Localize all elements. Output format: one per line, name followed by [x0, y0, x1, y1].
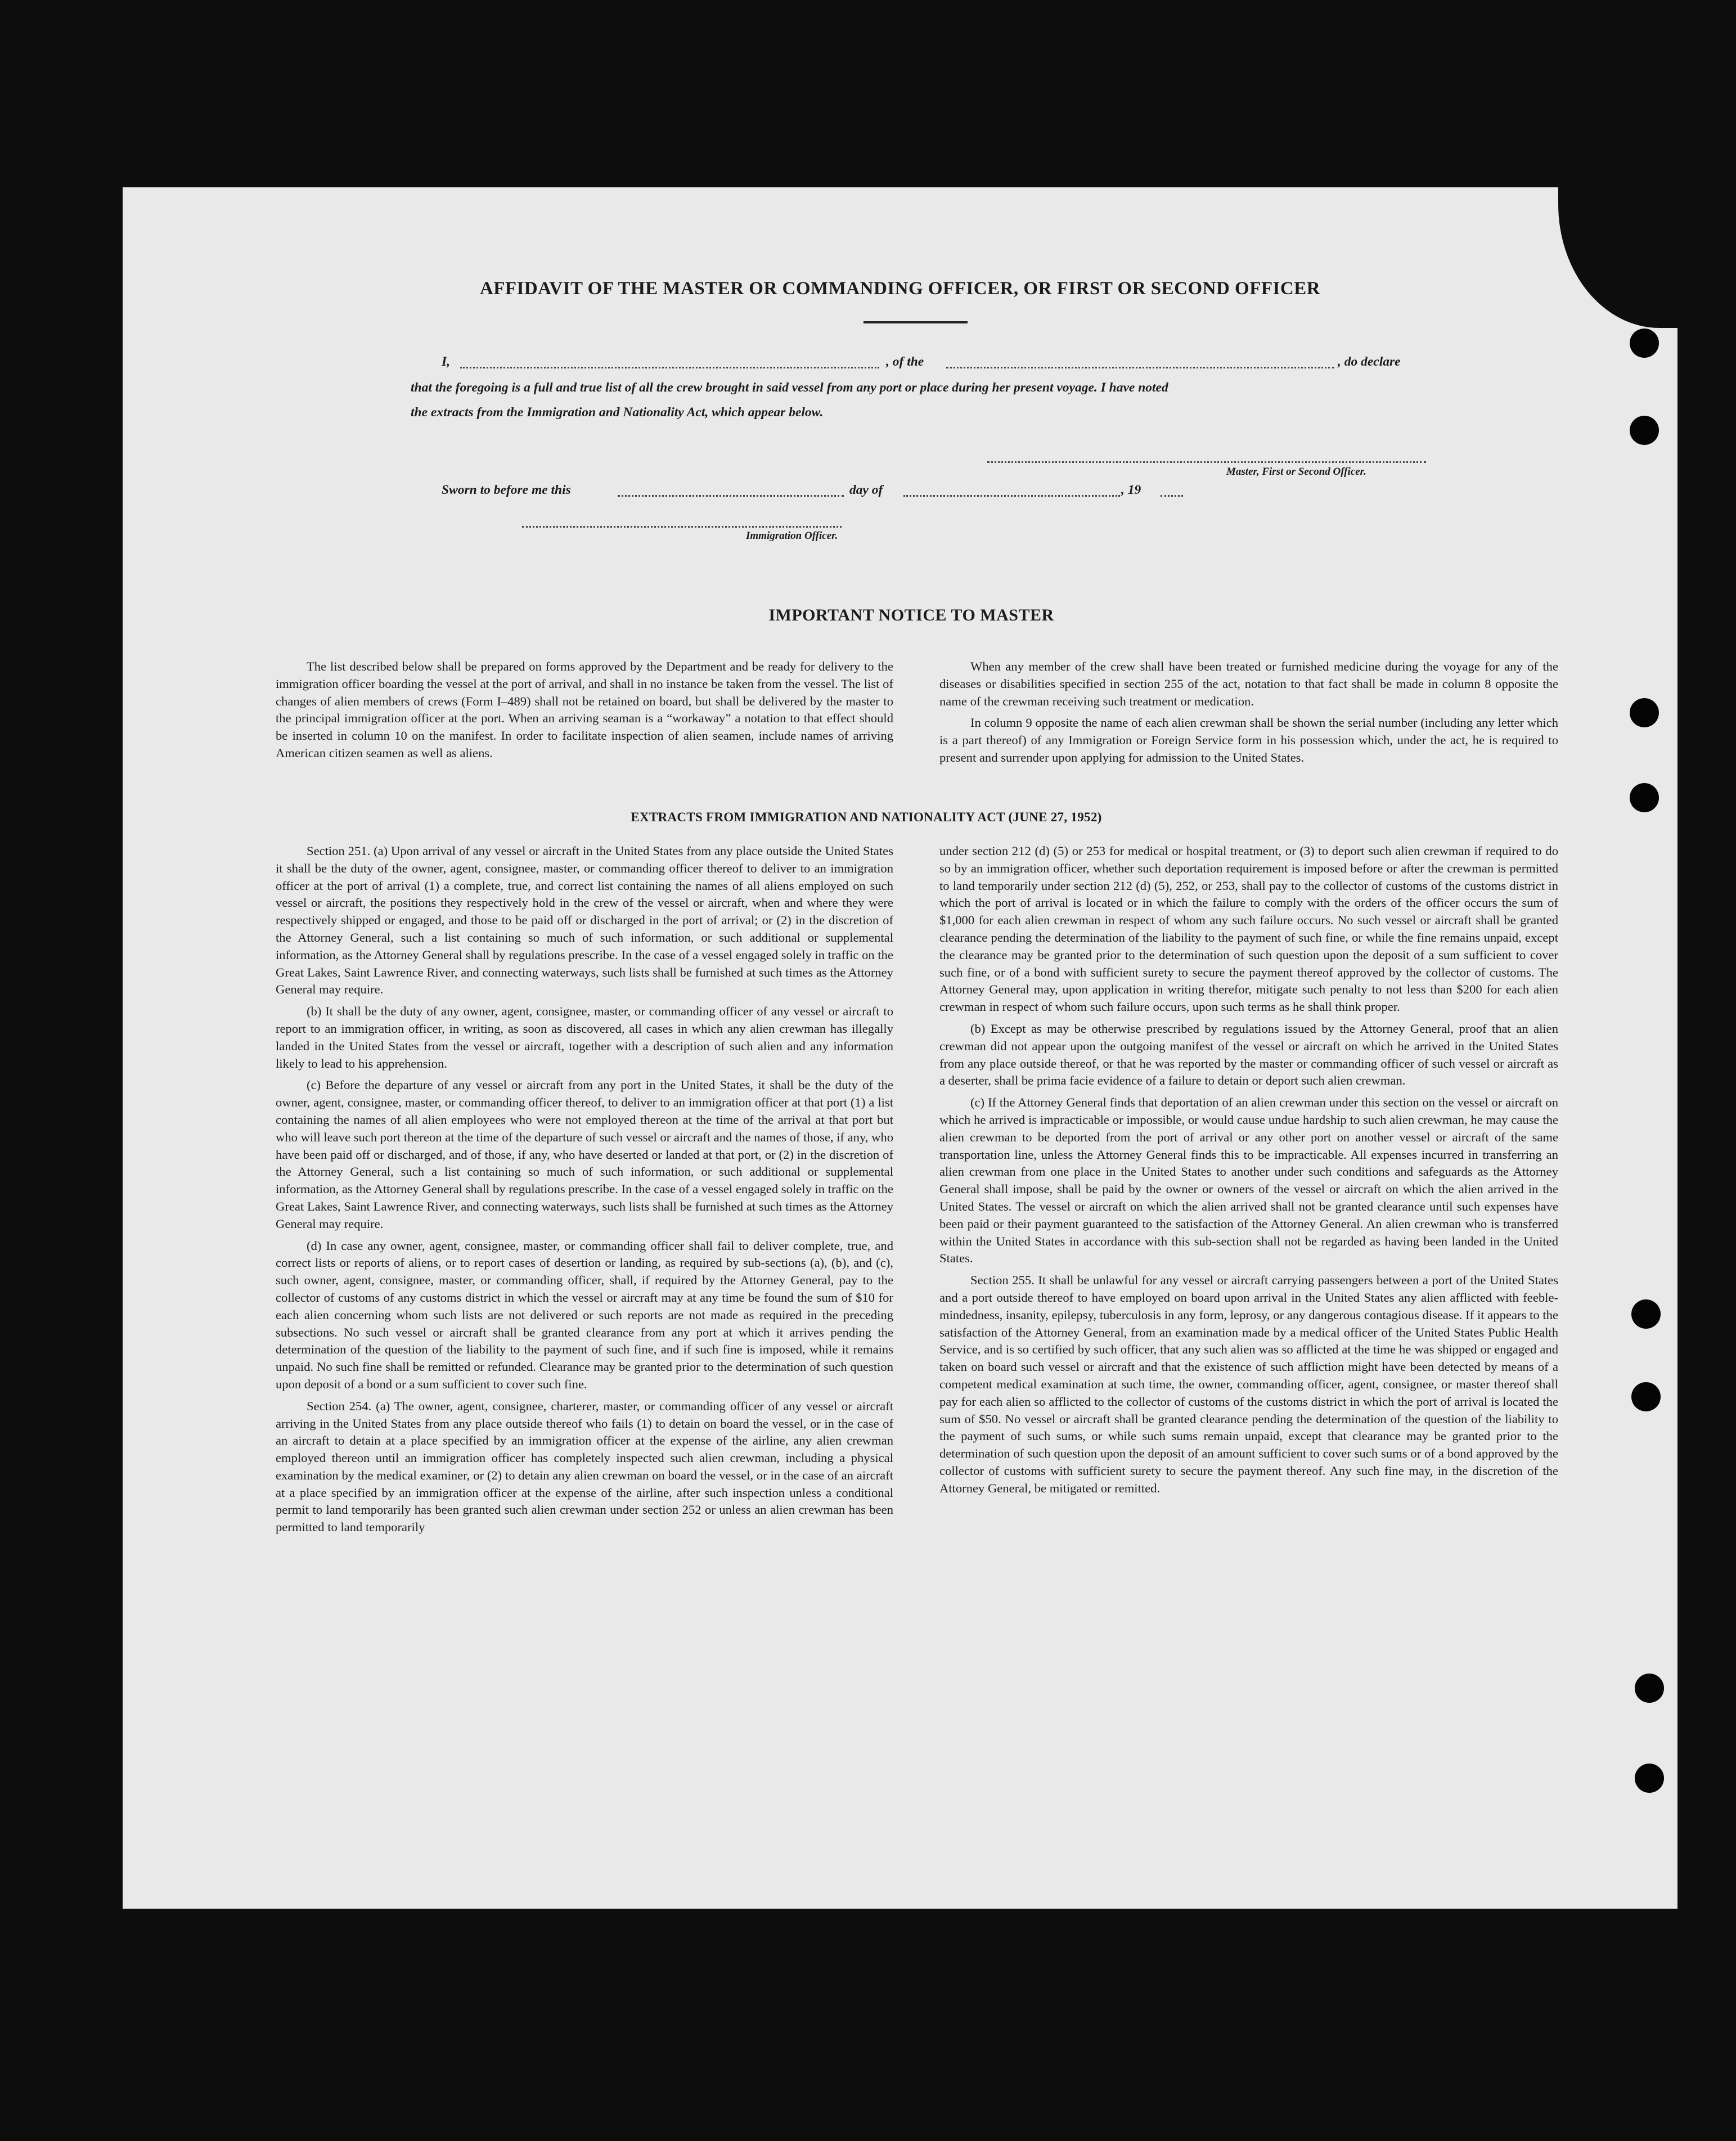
affidavit-title: AFFIDAVIT OF THE MASTER OR COMMANDING OFFICER, OR FIRST OR SECOND OFFICER	[479, 278, 1321, 299]
year-blank[interactable]	[1161, 495, 1183, 497]
officer-signature-line[interactable]	[522, 526, 842, 528]
title-rule	[863, 321, 968, 323]
section-254-b: (b) Except as may be otherwise prescribed by regulations issued by the Attorney General, proof that an alien crewman did not appear upon the outgoing manifest of the vessel or aircraft on which he arrived in the United States from any place outside thereof, or that he was reported by the master or commanding officer of such vessel or aircraft as a deserter, shall be prima facie evidence of a failure to detain or deport such alien crewman.	[939, 1021, 1558, 1088]
declaration-line-2: that the foregoing is a full and true list of all the crew brought in said vessel from any port or place during her present voyage. I have noted	[411, 380, 1168, 395]
binder-hole	[1635, 1764, 1664, 1793]
declare-label: , do declare	[1338, 354, 1401, 369]
section-251-a: Section 251. (a) Upon arrival of any vessel or aircraft in the United States from any place outside the United States it shall be the duty of the owner, agent, consignee, master, or commanding officer thereof to deliver to an immigration officer at the port of arrival (1) a complete, true, and correct list containing the names of all aliens employed on such vessel or aircraft, the positions they respectively hold in the crew of the vessel or aircraft, when and where they were respectively shipped or engaged, and those to be paid off or discharged in the port of arrival; or (2) in the discretion of the Attorney General, such a list containing so much of such information, or such additional or supplemental information, as the Attorney General shall by regulations prescribe. In the case of a vessel engaged solely in traffic on the Great Lakes, Saint Lawrence River, and connecting waterways, such lists shall be furnished at such times as the Attorney General may require.	[276, 844, 893, 997]
section-254-a: Section 254. (a) The owner, agent, consignee, charterer, master, or commanding officer of any vessel or aircraft arriving in the United States from any place outside thereof who fails (1) to detain on board the vessel, or in the case of an aircraft to detain at a place specified by an immigration officer at the expense of the airline, any alien crewman employed thereon until an immigration officer has completely inspected such alien crewman, including a physical examination by the medical examiner, or (2) to detain any alien crewman on board the vessel, or in the case of an aircraft at a place specified by an immigration officer at the expense of the airline, after such inspection unless a conditional permit to land temporarily has been granted such alien crewman under section 252 or unless an alien crewman has been permitted to land temporarily	[276, 1398, 893, 1535]
day-of-label: day of	[849, 483, 883, 497]
sworn-label: Sworn to before me this	[442, 483, 571, 497]
section-254-a-continued: under section 212 (d) (5) or 253 for medical or hospital treatment, or (3) to deport such alien crewman if required to do so by an immigration officer, whether such deportation requirement is imposed before or after the crewman is permitted to land temporarily under section 212 (d) (5), 252, or 253, shall pay to the collector of customs of the customs district in which the port of arrival is located or in which the failure to comply with the orders of the officer occurs the sum of $1,000 for each alien crewman in respect of whom any such failure occurs. No such vessel or aircraft shall be granted clearance pending the determination of the liability to the payment of such fine, or while the fine remains unpaid, except the clearance may be granted prior to the determination of such question upon the deposit of a sum sufficient to cover such fine, or of a bond with sufficient surety to secure the payment thereof approved by the collector of customs. The Attorney General may, upon application in writing therefor, mitigate such penalty to not less than $200 for each alien crewman in respect of whom such failure occurs, upon such terms as he shall think proper.	[939, 844, 1558, 1014]
notice-right-column	[939, 658, 1558, 767]
binder-hole	[1630, 783, 1659, 812]
section-255: Section 255. It shall be unlawful for any vessel or aircraft carrying passengers between a port of the United States and a port outside thereof to have employed on board upon arrival in the United States any alien afflicted with feeble-mindedness, insanity, epilepsy, tuberculosis in any form, leprosy, or any dangerous contagious disease. If it appears to the satisfaction of the Attorney General, from an examination made by a medical officer of the United States Public Health Service, and is so certified by such officer, that any such alien was so afflicted at the time he was shipped or engaged and taken on board such vessel or aircraft and that the existence of such affliction might have been detected by means of a competent medical examination at such time, the owner, commanding officer, agent, consignee, or master thereof shall pay for each alien so afflicted to the collector of customs of the customs district in which the port of arrival is located the sum of $50. No vessel or aircraft shall be granted clearance pending the determination of the question of the liability to the payment of such sums, or while such sums remain unpaid, except that clearance may be granted prior to the determination of such question upon the deposit of an amount sufficient to cover such sums or of a bond approved by the collector of customs with sufficient surety to secure the payment thereof. Any such fine may, in the discretion of the Attorney General, be mitigated or remitted.	[939, 1273, 1558, 1495]
name-blank[interactable]	[460, 367, 879, 368]
section-251-d: (d) In case any owner, agent, consignee, master, or commanding officer shall fail to deliver complete, true, and correct lists or reports of aliens, or to report cases of desertion or landing, as required by sub-sections (a), (b), and (c), such owner, agent, consignee, master, or commanding officer, shall, if required by the Attorney General, pay to the collector of customs of any customs district in which the vessel or aircraft may at any time be found the sum of $10 for each alien concerning whom such lists are not delivered or such reports are not made as required in the preceding subsections. No such vessel or aircraft shall be granted clearance from any port at which it arrives pending the determination of the question of the liability to the payment of such fine, and if such fine is imposed, while it remains unpaid. No such fine shall be remitted or refunded. Clearance may be granted prior to the determination of such question upon deposit of a bond or a sum sufficient to cover such fine.	[276, 1238, 893, 1391]
binder-hole	[1630, 329, 1659, 358]
master-signature-line[interactable]	[987, 461, 1426, 463]
notice-left-paragraph: The list described below shall be prepared on forms approved by the Department and be ready for delivery to the immigration officer boarding the vessel at the port of arrival, and shall in no instance be taken from the vessel. The list of changes of alien members of crews (Form I–489) shall not be retained on board, but shall be delivered by the master to the principal immigration officer at the port. When an arriving seaman is a “workaway” a notation to that effect should be inserted in column 10 on the manifest. In order to facilitate inspection of alien seamen, include names of arriving American citizen seamen as well as aliens.	[276, 659, 893, 760]
officer-caption: Immigration Officer.	[746, 530, 838, 542]
sworn-day-blank[interactable]	[618, 495, 844, 497]
binder-hole	[1630, 698, 1659, 727]
sworn-month-blank[interactable]	[903, 495, 1120, 497]
declaration-line-3: the extracts from the Immigration and Nationality Act, which appear below.	[411, 405, 824, 420]
binder-hole	[1630, 416, 1659, 445]
notice-left-column	[276, 658, 893, 762]
section-251-b: (b) It shall be the duty of any owner, agent, consignee, master, or commanding officer of any vessel or aircraft to report to an immigration officer, in writing, as soon as discovered, all cases in which any alien crewman has illegally landed in the United States from the vessel or aircraft, together with a description of such alien and any information likely to lead to his apprehension.	[276, 1004, 893, 1070]
extracts-right-column	[939, 843, 1558, 1497]
notice-right-paragraph-1: When any member of the crew shall have been treated or furnished medicine during the voyage for any of the diseases or disabilities specified in section 255 of the act, notation to that fact shall be made in column 8 opposite the name of the crewman receiving such treatment or medication.	[939, 659, 1558, 708]
binder-hole	[1631, 1382, 1661, 1411]
section-251-c: (c) Before the departure of any vessel or aircraft from any port in the United States, it shall be the duty of the owner, agent, consignee, master, or commanding officer thereof, to deliver to an immigration officer at that port (1) a list containing the names of all alien employees who were not employed thereon at the time of the arrival at that port but who will leave such port thereon at the time of the departure of such vessel or aircraft and the names of those, if any, who have been paid off or discharged, and of those, if any, who have deserted or landed at that port, or (2) in the discretion of the Attorney General, such a list containing so much of such information, or such additional or supplemental information, as the Attorney General shall by regulations prescribe. In the case of a vessel engaged solely in traffic on the Great Lakes, Saint Lawrence River, and connecting waterways, such lists shall be furnished at such times as the Attorney General may require.	[276, 1078, 893, 1231]
notice-right-paragraph-2: In column 9 opposite the name of each alien crewman shall be shown the serial number (including any letter which is a part thereof) of any Immigration or Foreign Service form in his possession which, under the act, he is required to present and surrender upon applying for admission to the United States.	[939, 716, 1558, 764]
affidavit-i-label: I,	[442, 354, 451, 369]
year-label: , 19	[1121, 483, 1141, 497]
extracts-title: EXTRACTS FROM IMMIGRATION AND NATIONALITY ACT (JUNE 27, 1952)	[631, 810, 1102, 824]
binder-hole	[1635, 1674, 1664, 1703]
of-the-label: , of the	[886, 354, 924, 369]
notice-title: IMPORTANT NOTICE TO MASTER	[768, 606, 1054, 624]
vessel-blank[interactable]	[946, 367, 1334, 368]
section-254-c: (c) If the Attorney General finds that deportation of an alien crewman under this section on the vessel or aircraft on which he arrived is impracticable or impossible, or would cause undue hardship to such alien crewman, he may cause the alien crewman to be deported from the port of arrival or any other port on another vessel or aircraft of the same transportation line, unless the Attorney General finds this to be impracticable. All expenses incurred in transferring an alien crewman from one place in the United States to another under such conditions and safeguards as the Attorney General shall impose, shall be paid by the owner or owners of the vessel or aircraft on which the alien arrived in the United States. The vessel or aircraft on which the alien arrived shall not be granted clearance until such expenses have been paid or their payment guaranteed to the satisfaction of the Attorney General. An alien crewman who is transferred within the United States in accordance with this sub-section shall not be regarded as having been landed in the United States.	[939, 1095, 1558, 1266]
extracts-left-column	[276, 843, 893, 1536]
binder-hole	[1631, 1299, 1661, 1329]
master-caption: Master, First or Second Officer.	[1226, 466, 1366, 478]
